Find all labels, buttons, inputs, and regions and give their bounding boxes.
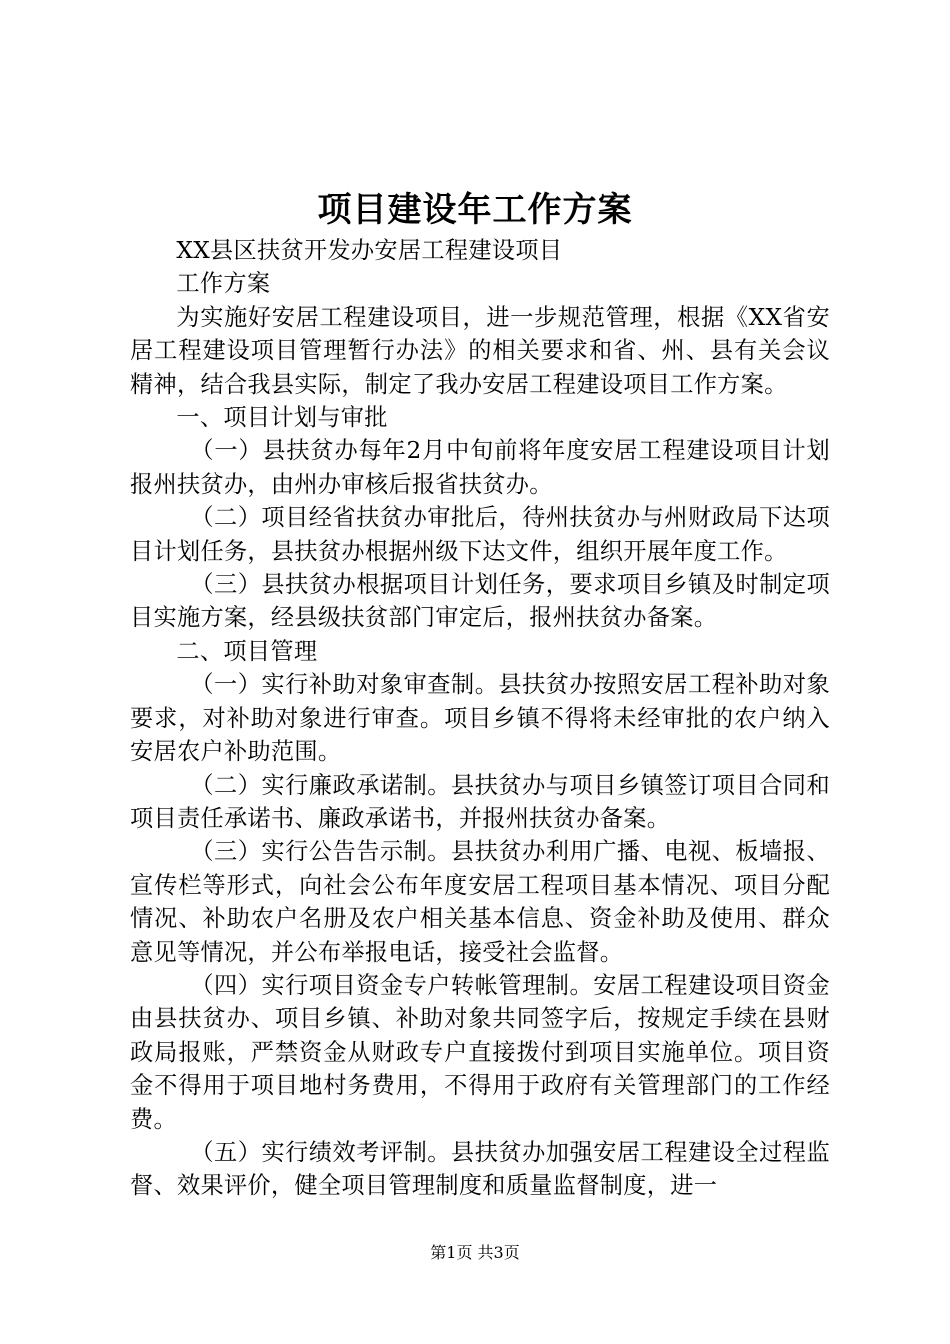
body-paragraph: （五）实行绩效考评制。县扶贫办加强安居工程建设全过程监督、效果评价，健全项目管理制度和质量监督制度，进一 xyxy=(130,1138,830,1200)
body-paragraph: （二）实行廉政承诺制。县扶贫办与项目乡镇签订项目合同和项目责任承诺书、廉政承诺书，并报州扶贫办备案。 xyxy=(130,771,830,832)
body-paragraph: （一）县扶贫办每年2月中旬前将年度安居工程建设项目计划报州扶贫办，由州办审核后报省扶贫办。 xyxy=(130,437,830,498)
body-paragraph: 二、项目管理 xyxy=(176,637,318,665)
body-paragraph: （三）县扶贫办根据项目计划任务，要求项目乡镇及时制定项目实施方案，经县级扶贫部门审定后，报州扶贫办备案。 xyxy=(130,571,830,632)
body-paragraph: （一）实行补助对象审查制。县扶贫办按照安居工程补助对象要求，对补助对象进行审查。项目乡镇不得将未经审批的农户纳入安居农户补助范围。 xyxy=(130,671,830,766)
body-paragraph: （三）实行公告告示制。县扶贫办利用广播、电视、板墙报、宣传栏等形式，向社会公布年度安居工程项目基本情况、项目分配情况、补助农户名册及农户相关基本信息、资金补助及使用、群众意见等情况，并公布举报电话，接受社会监督。 xyxy=(130,838,830,966)
document-title: 项目建设年工作方案 xyxy=(317,190,633,230)
body-paragraph: 工作方案 xyxy=(176,270,271,298)
body-paragraph: XX县区扶贫开发办安居工程建设项目 xyxy=(176,237,563,264)
body-paragraph: 为实施好安居工程建设项目，进一步规范管理，根据《XX省安居工程建设项目管理暂行办法》的相关要求和省、州、县有关会议精神，结合我县实际，制定了我办安居工程建设项目工作方案。 xyxy=(130,303,830,398)
document-body xyxy=(130,234,830,1203)
body-paragraph: （二）项目经省扶贫办审批后，待州扶贫办与州财政局下达项目计划任务，县扶贫办根据州级下达文件，组织开展年度工作。 xyxy=(130,504,830,565)
body-paragraph: （四）实行项目资金专户转帐管理制。安居工程建设项目资金由县扶贫办、项目乡镇、补助对象共同签字后，按规定手续在县财政局报账，严禁资金从财政专户直接拨付到项目实施单位。项目资金不得用于项目地村务费用，不得用于政府有关管理部门的工作经费。 xyxy=(130,971,830,1133)
body-paragraph: 一、项目计划与审批 xyxy=(176,404,388,432)
page-footer: 第1页 共3页 xyxy=(430,1243,520,1262)
